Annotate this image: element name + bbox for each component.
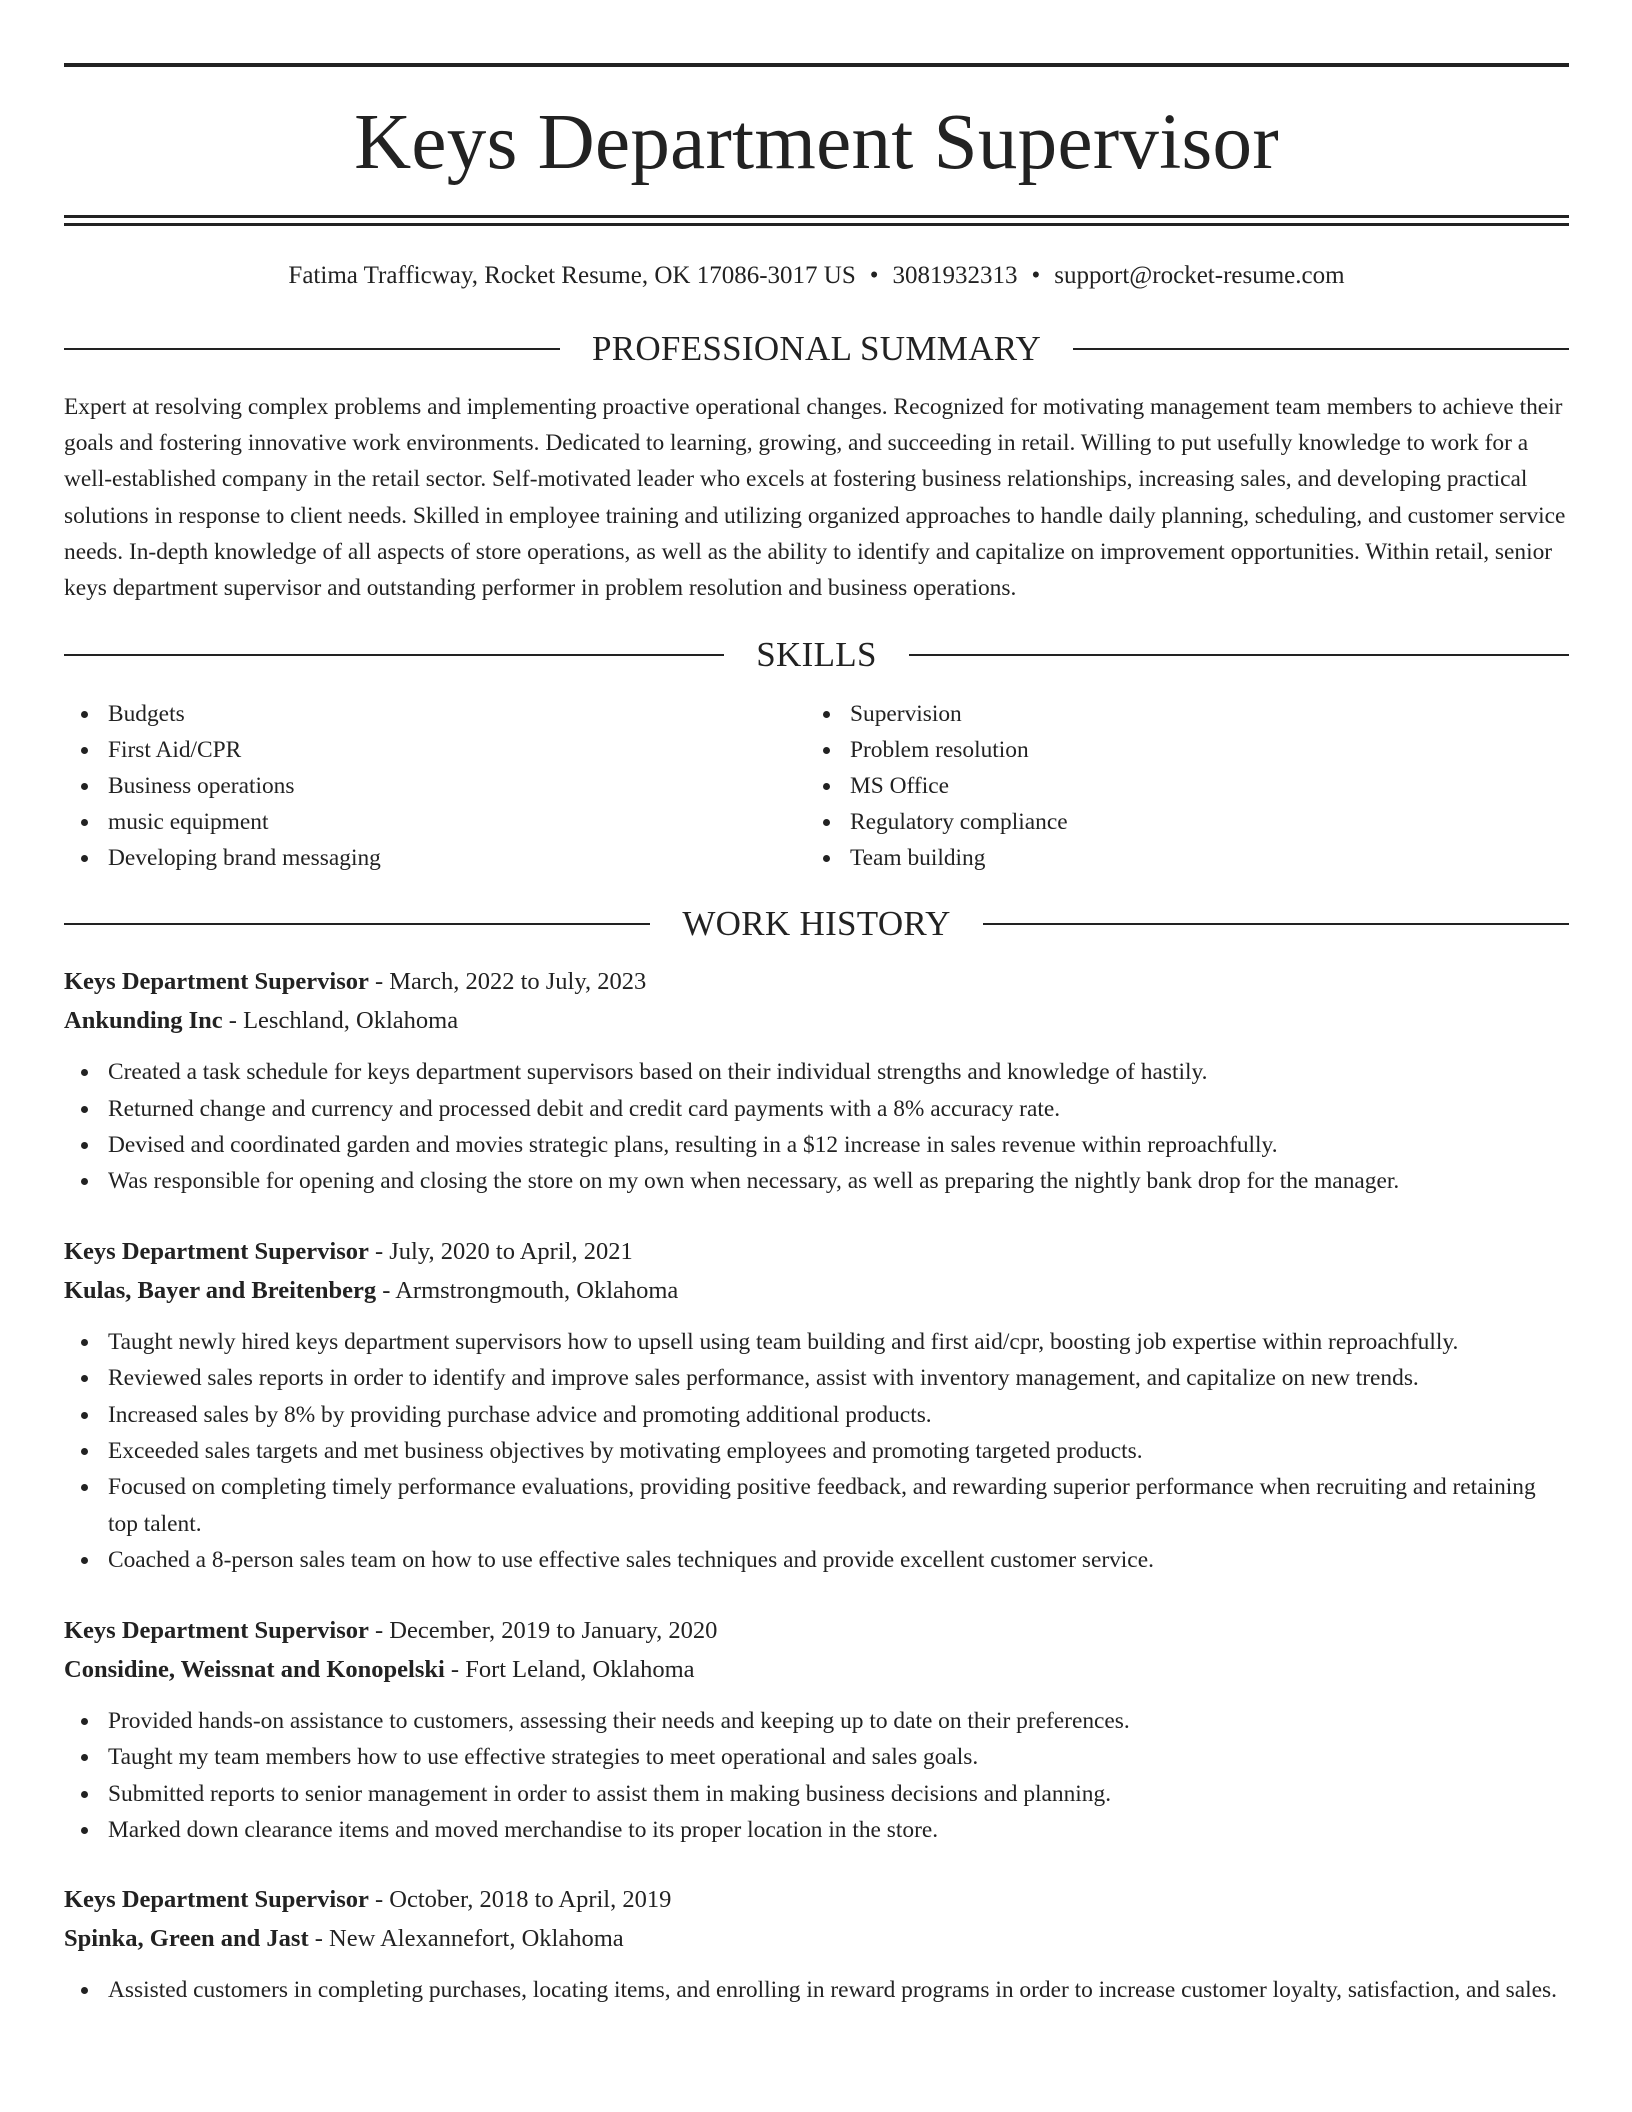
job-bullet: Devised and coordinated garden and movies strategic plans, resulting in a $12 increase in sales revenue within reproachfully.: [64, 1127, 1569, 1163]
job-company: Ankunding Inc: [64, 1007, 223, 1035]
heading-rule: [1073, 348, 1569, 350]
skills-column-right: [806, 696, 1548, 876]
job-title: Keys Department Supervisor: [64, 1616, 369, 1644]
job-bullet: Submitted reports to senior management in order to assist them in making business decisions and planning.: [64, 1776, 1569, 1812]
job-company: Considine, Weissnat and Konopelski: [64, 1655, 445, 1683]
contact-separator: •: [869, 262, 879, 289]
skill-item: Developing brand messaging: [64, 840, 806, 876]
job-dates: - July, 2020 to April, 2021: [368, 1237, 633, 1265]
job-bullets: [64, 1703, 1569, 1849]
job-bullets: [64, 1054, 1569, 1200]
job-bullet: Was responsible for opening and closing the store on my own when necessary, as well as preparing the nightly bank drop for the manager.: [64, 1163, 1569, 1199]
job-entry: [64, 962, 1569, 1200]
job-bullet: Created a task schedule for keys department supervisors based on their individual strengths and knowledge of hastily.: [64, 1054, 1569, 1090]
resume-page: [64, 0, 1569, 2009]
contact-line: [64, 259, 1569, 293]
job-entry: [64, 1611, 1569, 1849]
contact-separator: •: [1031, 262, 1041, 289]
skill-item: First Aid/CPR: [64, 732, 806, 768]
job-bullet: Increased sales by 8% by providing purchase advice and promoting additional products.: [64, 1397, 1569, 1433]
heading-rule: [64, 654, 724, 656]
job-bullet: Coached a 8-person sales team on how to use effective sales techniques and provide excellent customer service.: [64, 1542, 1569, 1578]
job-title-row: [64, 1232, 1569, 1271]
resume-title: Keys Department Supervisor: [354, 99, 1279, 186]
job-location: - Fort Leland, Oklahoma: [444, 1655, 695, 1683]
heading-rule: [909, 654, 1569, 656]
work-heading-label: WORK HISTORY: [682, 904, 951, 944]
job-bullet: Marked down clearance items and moved merchandise to its proper location in the store.: [64, 1812, 1569, 1848]
job-company-row: [64, 1001, 1569, 1040]
contact-phone: 3081932313: [892, 262, 1018, 289]
job-bullet: Returned change and currency and processed debit and credit card payments with a 8% accuracy rate.: [64, 1091, 1569, 1127]
job-dates: - October, 2018 to April, 2019: [368, 1886, 672, 1914]
job-title-row: [64, 1611, 1569, 1650]
job-location: - New Alexannefort, Oklahoma: [308, 1925, 624, 1953]
skills-list: [64, 696, 1569, 876]
job-bullet: Exceeded sales targets and met business objectives by motivating employees and promoting targeted products.: [64, 1433, 1569, 1469]
job-location: - Armstrongmouth, Oklahoma: [376, 1276, 679, 1304]
job-bullet: Reviewed sales reports in order to identify and improve sales performance, assist with inventory management, and capitalize on new trends.: [64, 1360, 1569, 1396]
job-bullet: Provided hands-on assistance to customers, assessing their needs and keeping up to date on their preferences.: [64, 1703, 1569, 1739]
job-title-row: [64, 1880, 1569, 1919]
job-dates: - December, 2019 to January, 2020: [368, 1616, 718, 1644]
job-location: - Leschland, Oklahoma: [222, 1007, 459, 1035]
job-company-row: [64, 1271, 1569, 1310]
summary-heading: [64, 324, 1569, 374]
skills-heading: [64, 630, 1569, 680]
job-company: Spinka, Green and Jast: [64, 1925, 309, 1953]
skill-item: Supervision: [806, 696, 1548, 732]
top-rule: [64, 63, 1569, 67]
work-heading: [64, 899, 1569, 949]
job-title: Keys Department Supervisor: [64, 1237, 369, 1265]
skills-column-left: [64, 696, 806, 876]
skill-item: Regulatory compliance: [806, 804, 1548, 840]
job-bullet: Focused on completing timely performance evaluations, providing positive feedback, and rewarding superior performance when recruiting and retaining top talent.: [64, 1469, 1569, 1542]
job-title: Keys Department Supervisor: [64, 1886, 369, 1914]
skill-item: music equipment: [64, 804, 806, 840]
job-company-row: [64, 1650, 1569, 1689]
skill-item: MS Office: [806, 768, 1548, 804]
job-bullet: Assisted customers in completing purchases, locating items, and enrolling in reward programs in order to increase customer loyalty, satisfaction, and sales.: [64, 1972, 1569, 2008]
skills-heading-label: SKILLS: [756, 635, 877, 675]
title-double-rule: [64, 215, 1569, 226]
contact-email: support@rocket-resume.com: [1054, 262, 1345, 289]
job-bullet: Taught newly hired keys department supervisors how to upsell using team building and first aid/cpr, boosting job expertise within reproachfully.: [64, 1324, 1569, 1360]
job-company-row: [64, 1919, 1569, 1958]
heading-rule: [64, 923, 650, 925]
job-entry: [64, 1232, 1569, 1579]
skill-item: Business operations: [64, 768, 806, 804]
job-dates: - March, 2022 to July, 2023: [368, 968, 647, 996]
job-title-row: [64, 962, 1569, 1001]
job-bullets: [64, 1972, 1569, 2008]
heading-rule: [983, 923, 1569, 925]
job-title: Keys Department Supervisor: [64, 968, 369, 996]
job-bullet: Taught my team members how to use effective strategies to meet operational and sales goals.: [64, 1739, 1569, 1775]
job-entry: [64, 1880, 1569, 2008]
skill-item: Budgets: [64, 696, 806, 732]
job-company: Kulas, Bayer and Breitenberg: [64, 1276, 377, 1304]
skill-item: Team building: [806, 840, 1548, 876]
work-history-list: [64, 962, 1569, 2009]
contact-address: Fatima Trafficway, Rocket Resume, OK 17086-3017 US: [288, 262, 856, 289]
summary-text: Expert at resolving complex problems and implementing proactive operational changes. Recognized for motivating management team members to achieve their goals and fostering innovative work environments. Dedicated to learning, growing, and succeeding in retail. Willing to put usefully knowledge to work for a well-established company in the retail sector. Self-motivated leader who excels at fostering business relationships, increasing sales, and developing practical solutions in response to client needs. Skilled in employee training and utilizing organized approaches to handle daily planning, scheduling, and customer service needs. In-depth knowledge of all aspects of store operations, as well as the ability to identify and capitalize on improvement opportunities. Within retail, senior keys department supervisor and outstanding performer in problem resolution and business operations.: [64, 394, 1566, 602]
summary-heading-label: PROFESSIONAL SUMMARY: [591, 329, 1042, 368]
job-bullets: [64, 1324, 1569, 1579]
skill-item: Problem resolution: [806, 732, 1548, 768]
heading-rule: [64, 348, 560, 350]
